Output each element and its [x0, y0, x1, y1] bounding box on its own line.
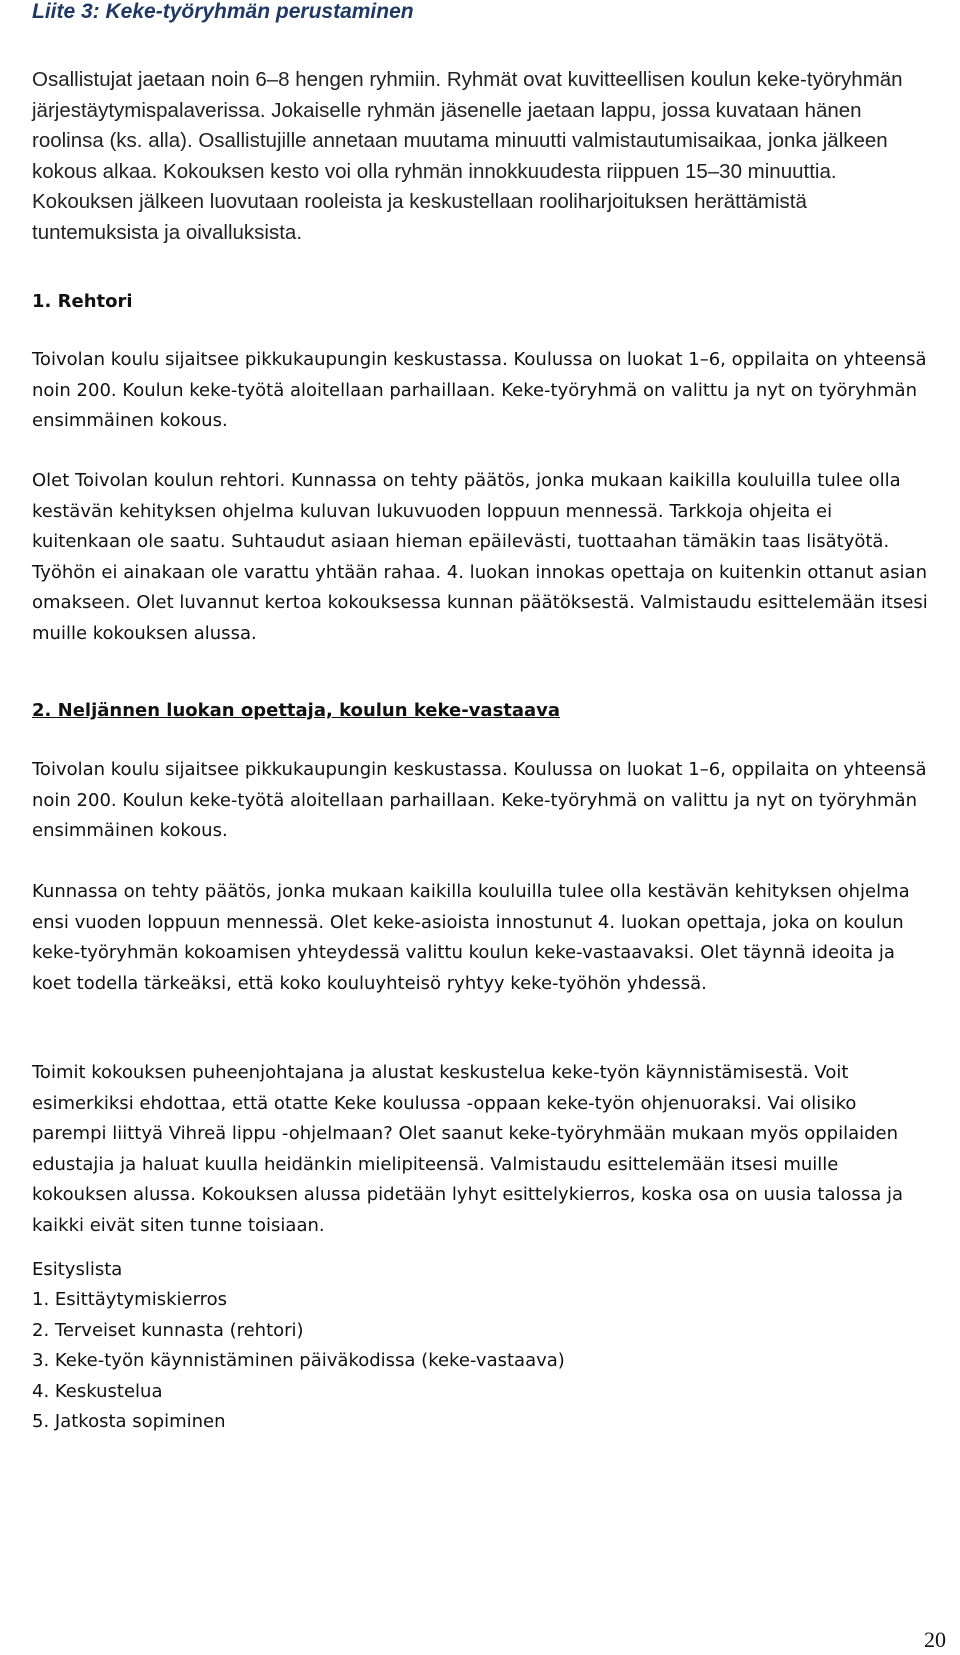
section-heading-rehtori: 1. Rehtori: [32, 291, 133, 312]
agenda-list: [32, 1285, 565, 1438]
section-heading-opettaja: 2. Neljännen luokan opettaja, koulun keke-vastaava: [32, 700, 561, 721]
agenda-item: 1. Esittäytymiskierros: [32, 1289, 228, 1310]
agenda-heading: Esityslista: [32, 1259, 123, 1280]
opettaja-paragraph-1: Toivolan koulu sijaitsee pikkukaupungin keskustassa. Koulussa on luokat 1–6, oppilaita on yhteensä noin 200. Koulun keke-työtä aloitellaan parhaillaan. Keke-työryhmä on valittu ja nyt on työryhmän ensimmäinen kokous.: [32, 759, 927, 841]
rehtori-paragraph-1: Toivolan koulu sijaitsee pikkukaupungin keskustassa. Koulussa on luokat 1–6, oppilaita on yhteensä noin 200. Koulun keke-työtä aloitellaan parhaillaan. Keke-työryhmä on valittu ja nyt on työryhmän ensimmäinen kokous.: [32, 349, 927, 431]
document-title: Liite 3: Keke-työryhmän perustaminen: [32, 0, 414, 23]
agenda-item: 5. Jatkosta sopiminen: [32, 1411, 226, 1432]
opettaja-paragraph-3: Toimit kokouksen puheenjohtajana ja alustat keskustelua keke-työn käynnistämisestä. Voit esimerkiksi ehdottaa, että otatte Keke koulussa -oppaan keke-työn ohjenuoraksi. Vai olisiko parempi liittyä Vihreä lippu -ohjelmaan? Olet saanut keke-työryhmään mukaan myös oppilaiden edustajia ja haluat kuulla heidänkin mielipiteensä. Valmistaudu esittelemään itsesi muille kokouksen alussa. Kokouksen alussa pidetään lyhyt esittelykierros, koska osa on uusia talossa ja kaikki eivät siten tunne toisiaan.: [32, 1062, 904, 1236]
agenda-item: 4. Keskustelua: [32, 1380, 163, 1402]
intro-paragraph: Osallistujat jaetaan noin 6–8 hengen ryhmiin. Ryhmät ovat kuvitteellisen koulun keke-työryhmän järjestäytymispalaverissa. Jokaiselle ryhmän jäsenelle jaetaan lappu, jossa kuvataan hänen roolinsa (ks. alla). Osallistujille annetaan muutama minuutti valmistautumisaikaa, jonka jälkeen kokous alkaa. Kokouksen kesto voi olla ryhmän innokkuudesta riippuen 15–30 minuuttia. Kokouksen jälkeen luovutaan rooleista ja keskustellaan rooliharjoituksen herättämistä tuntemuksista ja oivalluksista.: [32, 68, 903, 244]
page-number: 20: [924, 1627, 946, 1652]
agenda-item: 3. Keke-työn käynnistäminen päiväkodissa (keke-vastaava): [32, 1350, 565, 1371]
opettaja-paragraph-2: Kunnassa on tehty päätös, jonka mukaan kaikilla kouluilla tulee olla kestävän kehityksen ohjelma ensi vuoden loppuun mennessä. Olet keke-asioista innostunut 4. luokan opettaja, joka on koulun keke-työryhmän kokoamisen yhteydessä valittu koulun keke-vastaavaksi. Olet täynnä ideoita ja koet todella tärkeäksi, että koko kouluyhteisö ryhtyy keke-työhön yhdessä.: [32, 881, 910, 994]
rehtori-paragraph-2: Olet Toivolan koulun rehtori. Kunnassa on tehty päätös, jonka mukaan kaikilla kouluilla tulee olla kestävän kehityksen ohjelma kuluvan lukuvuoden loppuun mennessä. Tarkkoja ohjeita ei kuitenkaan ole saatu. Suhtaudut asiaan hieman epäilevästi, tuottaahan tämäkin taas lisätyötä. Työhön ei ainakaan ole varattu yhtään rahaa. 4. luokan innokas opettaja on kuitenkin ottanut asian omakseen. Olet luvannut kertoa kokouksessa kunnan päätöksestä. Valmistaudu esittelemään itsesi muille kokouksen alussa.: [32, 470, 928, 644]
agenda-item: 2. Terveiset kunnasta (rehtori): [32, 1319, 304, 1341]
